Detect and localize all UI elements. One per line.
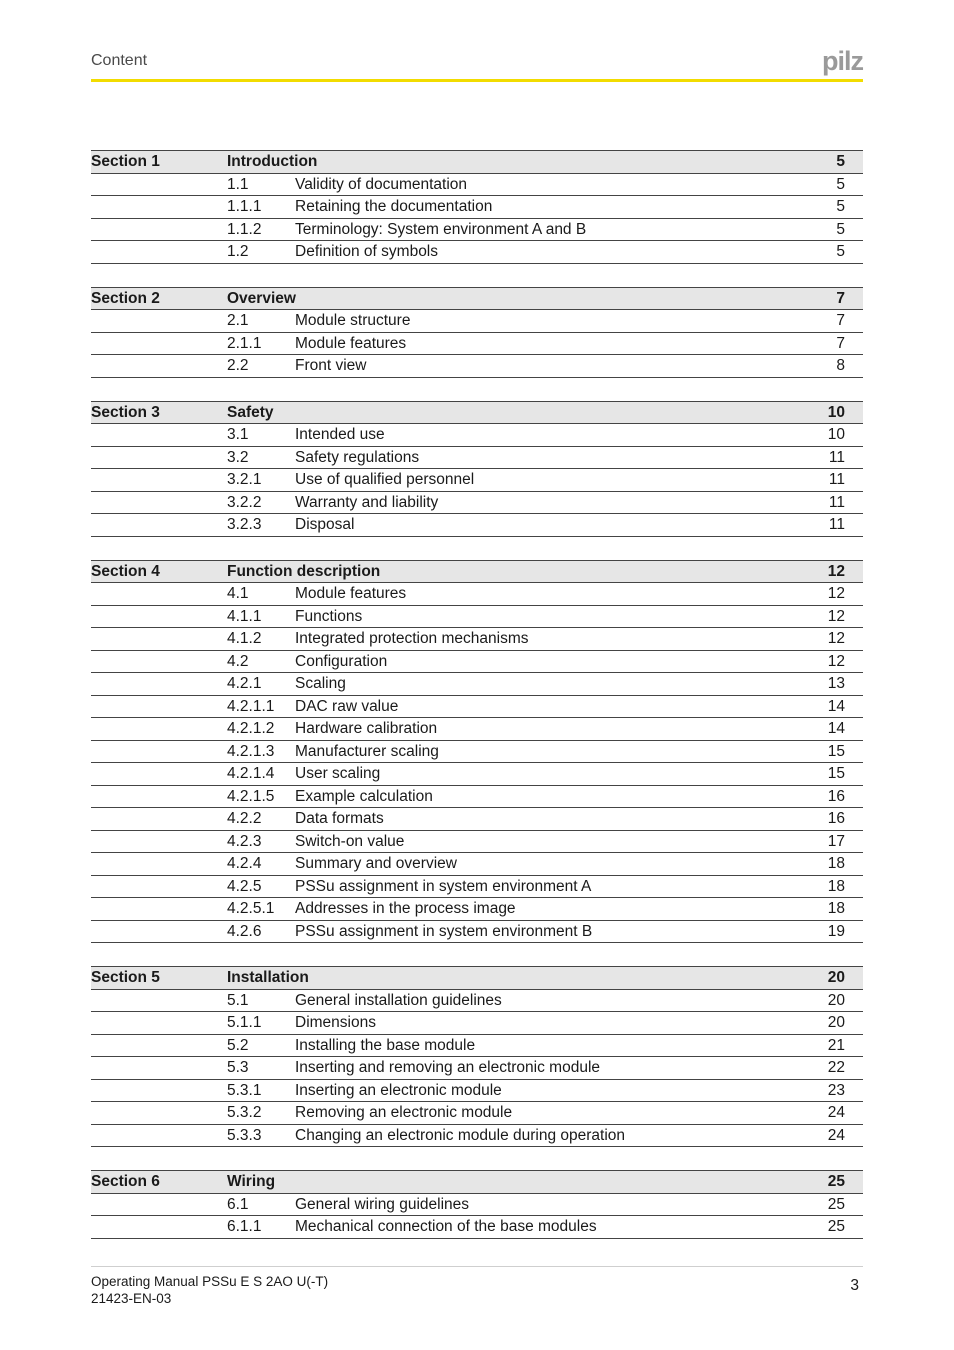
entry-page: 19: [827, 922, 845, 940]
entry-number: 3.2.2: [227, 493, 262, 511]
toc-entry-row[interactable]: [91, 1215, 863, 1238]
section-page: 5: [836, 153, 845, 170]
header-title: Content: [91, 52, 148, 69]
entry-page: 25: [827, 1195, 845, 1213]
entry-title: Mechanical connection of the base modules: [295, 1218, 597, 1235]
entry-page: 10: [827, 426, 845, 443]
header-rule: [91, 79, 863, 82]
entry-title: Installing the base module: [295, 1036, 476, 1054]
toc-entry-row[interactable]: [91, 785, 863, 808]
entry-number: 4.2.1.2: [227, 720, 275, 737]
entry-page: 7: [836, 334, 845, 352]
section-title: Installation: [227, 969, 309, 986]
entry-page: 12: [827, 630, 845, 647]
entry-number: 4.2.3: [227, 832, 262, 850]
entry-page: 20: [827, 991, 845, 1009]
entry-number: 4.2.1.1: [227, 697, 275, 715]
entry-title: PSSu assignment in system environment B: [295, 922, 593, 940]
toc-section: [91, 287, 863, 378]
toc-entry-row[interactable]: [91, 195, 863, 218]
entry-page: 15: [827, 765, 845, 782]
toc-entry-row[interactable]: [91, 920, 863, 943]
entry-page: 11: [828, 448, 845, 466]
entry-page: 22: [827, 1059, 845, 1076]
entry-number: 5.3: [227, 1059, 249, 1076]
entry-title: Module structure: [295, 312, 411, 329]
toc-entry-row[interactable]: [91, 875, 863, 898]
section-label: Section 5: [91, 969, 160, 986]
entry-title: Inserting an electronic module: [295, 1081, 502, 1099]
entry-page: 20: [827, 1014, 845, 1031]
entry-number: 4.2.1: [227, 675, 262, 692]
entry-number: 4.2.5.1: [227, 900, 275, 917]
toc-entry-row[interactable]: [91, 173, 863, 196]
table-of-contents: [91, 150, 863, 1262]
entry-title: Front view: [295, 357, 367, 374]
section-label: Section 6: [91, 1173, 160, 1190]
section-page: 7: [836, 289, 845, 307]
toc-section: [91, 401, 863, 537]
entry-title: Configuration: [295, 652, 388, 670]
toc-entry-row[interactable]: [91, 468, 863, 491]
section-heading-row[interactable]: [91, 287, 863, 310]
page-number: 3: [850, 1277, 859, 1294]
entry-title: DAC raw value: [295, 697, 399, 715]
entry-title: Intended use: [295, 426, 385, 443]
entry-page: 8: [836, 357, 845, 374]
section-label: Section 2: [91, 289, 160, 307]
entry-page: 14: [827, 720, 845, 737]
entry-title: Retaining the documentation: [295, 198, 493, 215]
toc-section: [91, 966, 863, 1147]
section-label: Section 4: [91, 562, 160, 580]
toc-entry-row[interactable]: [91, 605, 863, 628]
section-heading-row[interactable]: [91, 966, 863, 989]
entry-number: 2.1: [227, 312, 249, 329]
entry-title: Changing an electronic module during operation: [295, 1126, 626, 1144]
toc-entry-row[interactable]: [91, 1056, 863, 1079]
toc-entry-row[interactable]: [91, 446, 863, 469]
toc-entry-row[interactable]: [91, 650, 863, 673]
section-title: Wiring: [227, 1173, 276, 1190]
toc-entry-row[interactable]: [91, 717, 863, 740]
entry-number: 6.1: [227, 1195, 249, 1213]
entry-number: 4.2.5: [227, 877, 262, 895]
entry-title: Removing an electronic module: [295, 1104, 513, 1121]
toc-entry-row[interactable]: [91, 762, 863, 785]
manual-title: Operating Manual PSSu E S 2AO U(-T): [91, 1274, 329, 1289]
entry-title: Integrated protection mechanisms: [295, 630, 529, 647]
toc-entry-row[interactable]: [91, 740, 863, 763]
entry-number: 4.2.1.3: [227, 742, 275, 760]
page-header: [91, 0, 863, 82]
section-heading-row[interactable]: [91, 560, 863, 583]
section-page: 10: [827, 403, 845, 421]
toc-entry-row[interactable]: [91, 1034, 863, 1057]
toc-entry-row[interactable]: [91, 1101, 863, 1124]
toc-section: [91, 150, 863, 264]
entry-title: Example calculation: [295, 787, 433, 805]
section-heading-row[interactable]: [91, 401, 863, 424]
toc-entry-row[interactable]: [91, 354, 863, 377]
section-heading-row[interactable]: [91, 1170, 863, 1193]
entry-page: 16: [827, 787, 845, 805]
section-title: Function description: [227, 562, 381, 580]
section-page: 25: [827, 1173, 845, 1190]
entry-page: 11: [828, 493, 845, 511]
entry-number: 4.2.1.5: [227, 787, 275, 805]
section-label: Section 1: [91, 153, 160, 170]
entry-title: Manufacturer scaling: [295, 742, 439, 760]
entry-title: Summary and overview: [295, 855, 457, 872]
toc-entry-row[interactable]: [91, 582, 863, 605]
entry-page: 12: [827, 607, 845, 625]
entry-title: Hardware calibration: [295, 720, 438, 737]
entry-number: 1.1.2: [227, 220, 262, 238]
entry-title: Dimensions: [295, 1014, 376, 1031]
entry-page: 5: [836, 175, 845, 193]
entry-title: Definition of symbols: [295, 243, 439, 260]
entry-page: 18: [827, 900, 845, 917]
entry-number: 5.1: [227, 991, 249, 1009]
entry-number: 2.1.1: [227, 334, 262, 352]
entry-title: General installation guidelines: [295, 991, 502, 1009]
entry-number: 4.2.6: [227, 922, 262, 940]
toc-entry-row[interactable]: [91, 1124, 863, 1147]
section-title: Overview: [227, 289, 296, 307]
entry-title: PSSu assignment in system environment A: [295, 877, 592, 895]
entry-number: 1.1: [227, 175, 249, 193]
entry-page: 12: [827, 585, 845, 602]
section-page: 12: [827, 562, 845, 580]
toc-section: [91, 1170, 863, 1239]
entry-number: 5.1.1: [227, 1014, 262, 1031]
entry-number: 5.2: [227, 1036, 249, 1054]
entry-number: 1.1.1: [227, 198, 262, 215]
toc-entry-row[interactable]: [91, 897, 863, 920]
entry-number: 3.2.3: [227, 516, 262, 533]
toc-entry-row[interactable]: [91, 989, 863, 1012]
entry-title: General wiring guidelines: [295, 1195, 470, 1213]
entry-title: Scaling: [295, 675, 346, 692]
entry-number: 4.1: [227, 585, 249, 602]
entry-title: Functions: [295, 607, 363, 625]
section-title: Introduction: [227, 153, 318, 170]
toc-entry-row[interactable]: [91, 672, 863, 695]
entry-title: Inserting and removing an electronic module: [295, 1059, 601, 1076]
entry-number: 4.2.4: [227, 855, 262, 872]
section-label: Section 3: [91, 403, 160, 421]
entry-number: 2.2: [227, 357, 249, 374]
toc-entry-row[interactable]: [91, 423, 863, 446]
entry-page: 18: [827, 855, 845, 872]
entry-title: User scaling: [295, 765, 381, 782]
toc-entry-row[interactable]: [91, 1011, 863, 1034]
entry-page: 5: [836, 198, 845, 215]
toc-entry-row[interactable]: [91, 309, 863, 332]
entry-title: Safety regulations: [295, 448, 420, 466]
entry-number: 5.3.3: [227, 1126, 262, 1144]
entry-title: Validity of documentation: [295, 175, 468, 193]
entry-page: 11: [828, 516, 845, 533]
toc-entry-row[interactable]: [91, 695, 863, 718]
entry-page: 14: [827, 697, 845, 715]
toc-entry-row[interactable]: [91, 852, 863, 875]
toc-entry-row[interactable]: [91, 1079, 863, 1102]
entry-title: Module features: [295, 585, 407, 602]
toc-entry-row[interactable]: [91, 1193, 863, 1216]
entry-page: 5: [836, 243, 845, 260]
toc-entry-row[interactable]: [91, 240, 863, 263]
footer-info: [91, 1273, 328, 1307]
entry-page: 23: [827, 1081, 845, 1099]
toc-entry-row[interactable]: [91, 491, 863, 514]
entry-page: 7: [836, 312, 845, 329]
entry-page: 21: [827, 1036, 845, 1054]
section-heading-row[interactable]: [91, 150, 863, 173]
toc-entry-row[interactable]: [91, 830, 863, 853]
entry-page: 15: [827, 742, 845, 760]
toc-entry-row[interactable]: [91, 627, 863, 650]
entry-title: Data formats: [295, 810, 384, 827]
entry-page: 16: [827, 810, 845, 827]
entry-page: 24: [827, 1104, 845, 1121]
entry-number: 5.3.1: [227, 1081, 262, 1099]
toc-entry-row[interactable]: [91, 807, 863, 830]
pilz-logo: pilz: [822, 46, 863, 76]
entry-number: 5.3.2: [227, 1104, 262, 1121]
entry-page: 24: [827, 1126, 845, 1144]
entry-number: 4.2.1.4: [227, 765, 275, 782]
entry-title: Warranty and liability: [295, 493, 439, 511]
entry-page: 11: [828, 471, 845, 488]
entry-title: Switch-on value: [295, 832, 405, 850]
entry-title: Disposal: [295, 516, 355, 533]
entry-number: 4.1.2: [227, 630, 262, 647]
entry-title: Addresses in the process image: [295, 900, 516, 917]
entry-number: 3.2.1: [227, 471, 262, 488]
entry-page: 25: [827, 1218, 845, 1235]
section-page: 20: [827, 969, 845, 986]
page-footer: [91, 1266, 863, 1306]
entry-page: 17: [827, 832, 845, 850]
entry-number: 6.1.1: [227, 1218, 262, 1235]
entry-page: 5: [836, 220, 845, 238]
entry-number: 4.1.1: [227, 607, 262, 625]
entry-title: Module features: [295, 334, 407, 352]
entry-title: Use of qualified personnel: [295, 471, 475, 488]
entry-number: 1.2: [227, 243, 249, 260]
entry-number: 3.2: [227, 448, 249, 466]
entry-page: 18: [827, 877, 845, 895]
toc-entry-row[interactable]: [91, 332, 863, 355]
section-title: Safety: [227, 403, 274, 421]
entry-page: 12: [827, 652, 845, 670]
document-number: 21423-EN-03: [91, 1291, 172, 1306]
toc-section: [91, 560, 863, 944]
toc-entry-row[interactable]: [91, 513, 863, 536]
entry-number: 3.1: [227, 426, 249, 443]
entry-page: 13: [827, 675, 845, 692]
entry-number: 4.2.2: [227, 810, 262, 827]
entry-title: Terminology: System environment A and B: [295, 220, 587, 238]
toc-entry-row[interactable]: [91, 218, 863, 241]
entry-number: 4.2: [227, 652, 249, 670]
